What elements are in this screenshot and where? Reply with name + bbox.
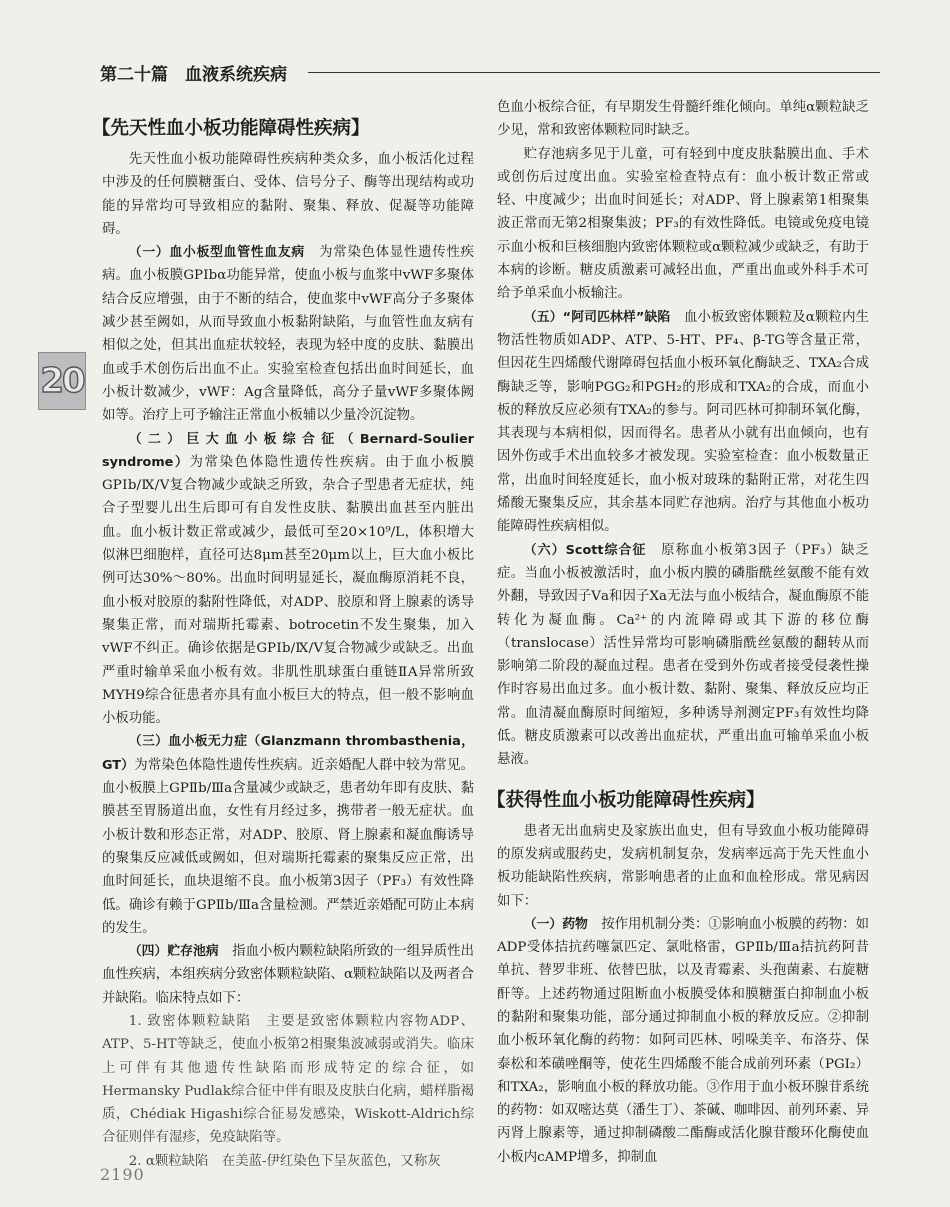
paragraph-storage-clinical: 贮存池病多见于儿童，可有轻到中度皮肤黏膜出血、手术或创伤后过度出血。实验室检查特点有：血小板计数正常或轻、中度减少；出血时间延长；对ADP、肾上腺素第1相聚集波正常而无第2相聚集波；PF₃的有效性降低。电镜或免疫电镜示血小板和巨核细胞内致密体颗粒或α颗粒减少或缺乏，有助于本病的诊断。糖皮质激素可减轻出血，严重出血或外科手术可给予单采血小板输注。 — [497, 146, 869, 302]
acquired-intro: 患者无出血病史及家族出血史，但有导致血小板功能障碍的原发病或服药史，发病机制复杂，发病率远高于先天性血小板功能缺陷性疾病，常影响患者的止血和血栓形成。常见病因如下： — [497, 823, 869, 909]
paragraph-platelet-vwd — [102, 241, 474, 427]
subheading-storage-pool: （四）贮存池病 — [128, 944, 219, 960]
text-storage-pool: 指血小板内颗粒缺陷所致的一组异质性出血性疾病，本组疾病分致密体颗粒缺陷、α颗粒缺陷以及两者合并缺陷。临床特点如下： — [102, 944, 475, 1006]
page-number: 2190 — [100, 1165, 145, 1184]
subheading-aspirin-like: （五）“阿司匹林样”缺陷 — [523, 309, 671, 325]
right-column — [487, 96, 870, 1169]
subheading-scott: （六）Scott综合征 — [523, 542, 647, 558]
paragraph-aspirin-like — [497, 306, 869, 539]
subheading-glanzmann: （三）血小板无力症（Glanzmann thrombasthenia，GT） — [102, 734, 474, 773]
paragraph-drugs — [497, 913, 869, 1169]
congenital-intro: 先天性血小板功能障碍性疾病种类众多，血小板活化过程中涉及的任何膜糖蛋白、受体、信号分子、酶等出现结构或功能的异常均可导致相应的黏附、聚集、释放、促凝等功能障碍。 — [102, 152, 474, 237]
chapter-number: 20 — [40, 361, 84, 401]
item-alpha-granule-text: 在美蓝-伊红染色下呈灰蓝色，又称灰 — [221, 1153, 441, 1169]
chapter-tab — [38, 352, 86, 410]
item-dense-granule-title: 1. 致密体颗粒缺陷 — [128, 1013, 252, 1029]
paragraph-glanzmann — [102, 730, 474, 940]
section-title-congenital: 【先天性血小板功能障碍性疾病】 — [92, 118, 370, 139]
paragraph-alpha-granule — [102, 1150, 474, 1173]
section-title-acquired: 【获得性血小板功能障碍性疾病】 — [487, 789, 765, 811]
header-rule — [308, 72, 880, 73]
left-column — [92, 96, 475, 1173]
item-dense-granule-text: 主要是致密体颗粒内容物ADP、ATP、5-HT等缺乏，使血小板第2相聚集波减弱或消失。临床上可伴有其他遗传性缺陷而形成特定的综合征，如Hermansky Pudlak综合征中伴有眼及皮肤白化病，蜡样脂褐质，Chédiak Higashi综合征易发感染，Wiskott-Aldrich综合征则伴有湿疹，免疫缺陷等。 — [102, 1013, 474, 1146]
paragraph-storage-pool — [102, 940, 474, 1010]
paragraph-scott — [497, 539, 869, 772]
paragraph-dense-granule — [102, 1010, 474, 1150]
text-platelet-vwd: 为常染色体显性遗传性疾病。血小板膜GPⅠbα功能异常，使血小板与血浆中vWF多聚体结合反应增强，由于不断的结合，使血浆中vWF高分子多聚体减少甚至阙如，从而导致血小板黏附缺陷，与血管性血友病有相似之处，但其出血症状较轻，表现为轻中度的皮肤、黏膜出血或手术创伤后出血不止。实验室检查包括出血时间延长，血小板计数减少，vWF：Ag含量降低，高分子量vWF多聚体阙如等。治疗上可予输注正常血小板辅以少量冷沉淀物。 — [102, 245, 475, 424]
paragraph-continuation: 色血小板综合征，有早期发生骨髓纤维化倾向。单纯α颗粒缺乏少见，常和致密体颗粒同时缺乏。 — [497, 100, 869, 139]
text-scott: 原称血小板第3因子（PF₃）缺乏症。当血小板被激活时，血小板内膜的磷脂酰丝氨酸不能有效外翻，导致因子Ⅴa和因子Ⅹa无法与血小板结合，凝血酶原不能转化为凝血酶。Ca²⁺的内流障碍或其下游的移位酶（translocase）活性异常均可影响磷脂酰丝氨酸的翻转从而影响第二阶段的凝血过程。患者在受到外伤或者接受侵袭性操作时容易出血过多。血小板计数、黏附、聚集、释放反应均正常。血清凝血酶原时间缩短，多种诱导剂测定PF₃有效性均降低。糖皮质激素可以改善出血症状，严重出血可输单采血小板悬液。 — [497, 542, 869, 768]
running-header — [100, 60, 880, 86]
subheading-platelet-vwd: （一）血小板型血管性血友病 — [128, 245, 305, 261]
text-glanzmann: 为常染色体隐性遗传性疾病。近亲婚配人群中较为常见。血小板膜上GPⅡb/Ⅲa含量减少或缺乏，患者幼年即有皮肤、黏膜甚至胃肠道出血，女性有月经过多，携带者一般无症状。血小板计数和形态正常，对ADP、胶原、肾上腺素和凝血酶诱导的聚集反应减低或阙如，但对瑞斯托霉素的聚集反应正常，出血时间延长，血块退缩不良。血小板第3因子（PF₃）有效性降低。确诊有赖于GPⅡb/Ⅲa含量检测。严禁近亲婚配可防止本病的发生。 — [102, 757, 475, 936]
header-part: 第二十篇 — [100, 65, 168, 85]
text-aspirin-like: 血小板致密体颗粒及α颗粒内生物活性物质如ADP、ATP、5-HT、PF₄、β-TG等含量正常，但因花生四烯酸代谢障碍包括血小板环氧化酶缺乏、TXA₂合成酶缺乏等，影响PGG₂和PGH₂的形成和TXA₂的合成，而血小板的释放反应必须有TXA₂的参与。阿司匹林可抑制环氧化酶，其表现与本病相似，因而得名。患者从小就有出血倾向，也有因外伤或手术出血较多才被发现。实验室检查：血小板数量正常，出血时间轻度延长，血小板对玻珠的黏附正常，对花生四烯酸无聚集反应，其余基本同贮存池病。治疗与其他血小板功能障碍性疾病相似。 — [497, 309, 870, 535]
subheading-drugs: （一）药物 — [523, 916, 588, 932]
subheading-bernard-soulier: （二）巨大血小板综合征（Bernard-Soulier syndrome） — [102, 431, 474, 470]
paragraph-bernard-soulier — [102, 428, 474, 731]
text-drugs: 按作用机制分类：①影响血小板膜的药物：如ADP受体拮抗药噻氯匹定、氯吡格雷，GPⅡb/Ⅲa拮抗药阿昔单抗、替罗非班、依替巴肽，以及青霉素、头孢菌素、右旋糖酐等。上述药物通过阻断血小板膜受体和膜糖蛋白抑制血小板的黏附和聚集功能，部分通过抑制血小板的释放反应。②抑制血小板环氧化酶的药物：如阿司匹林、吲哚美辛、布洛芬、保泰松和苯磺唑酮等，使花生四烯酸不能合成前列环素（PGI₂）和TXA₂，影响血小板的释放功能。③作用于血小板环腺苷系统的药物：如双嘧达莫（潘生丁）、茶碱、咖啡因、前列环素、异丙肾上腺素等，通过抑制磷酸二酯酶或活化腺苷酸环化酶使血小板内cAMP增多，抑制血 — [497, 916, 870, 1165]
header-title — [100, 60, 287, 85]
item-alpha-granule-title: 2. α颗粒缺陷 — [128, 1153, 209, 1169]
header-subject: 血液系统疾病 — [185, 65, 287, 85]
text-bernard-soulier: 为常染色体隐性遗传性疾病。由于血小板膜GPⅠb/Ⅸ/Ⅴ复合物减少或缺乏所致，杂合子型患者无症状，纯合子型婴儿出生后即可有自发性皮肤、黏膜出血甚至内脏出血。血小板计数正常或减少，最低可至20×10⁹/L，体积增大似淋巴细胞样，直径可达8μm甚至20μm以上，巨大血小板比例可达30%～80%。出血时间明显延长，凝血酶原消耗不良，血小板对胶原的黏附性降低，对ADP、胶原和肾上腺素的诱导聚集正常，而对瑞斯托霉素、botrocetin不发生聚集，加入vWF不纠正。确诊依据是GPⅠb/Ⅸ/Ⅴ复合物减少或缺乏。出血严重时输单采血小板有效。非肌性肌球蛋白重链ⅡA异常所致MYH9综合征患者亦具有血小板巨大的特点，但一般不影响血小板功能。 — [102, 454, 474, 727]
